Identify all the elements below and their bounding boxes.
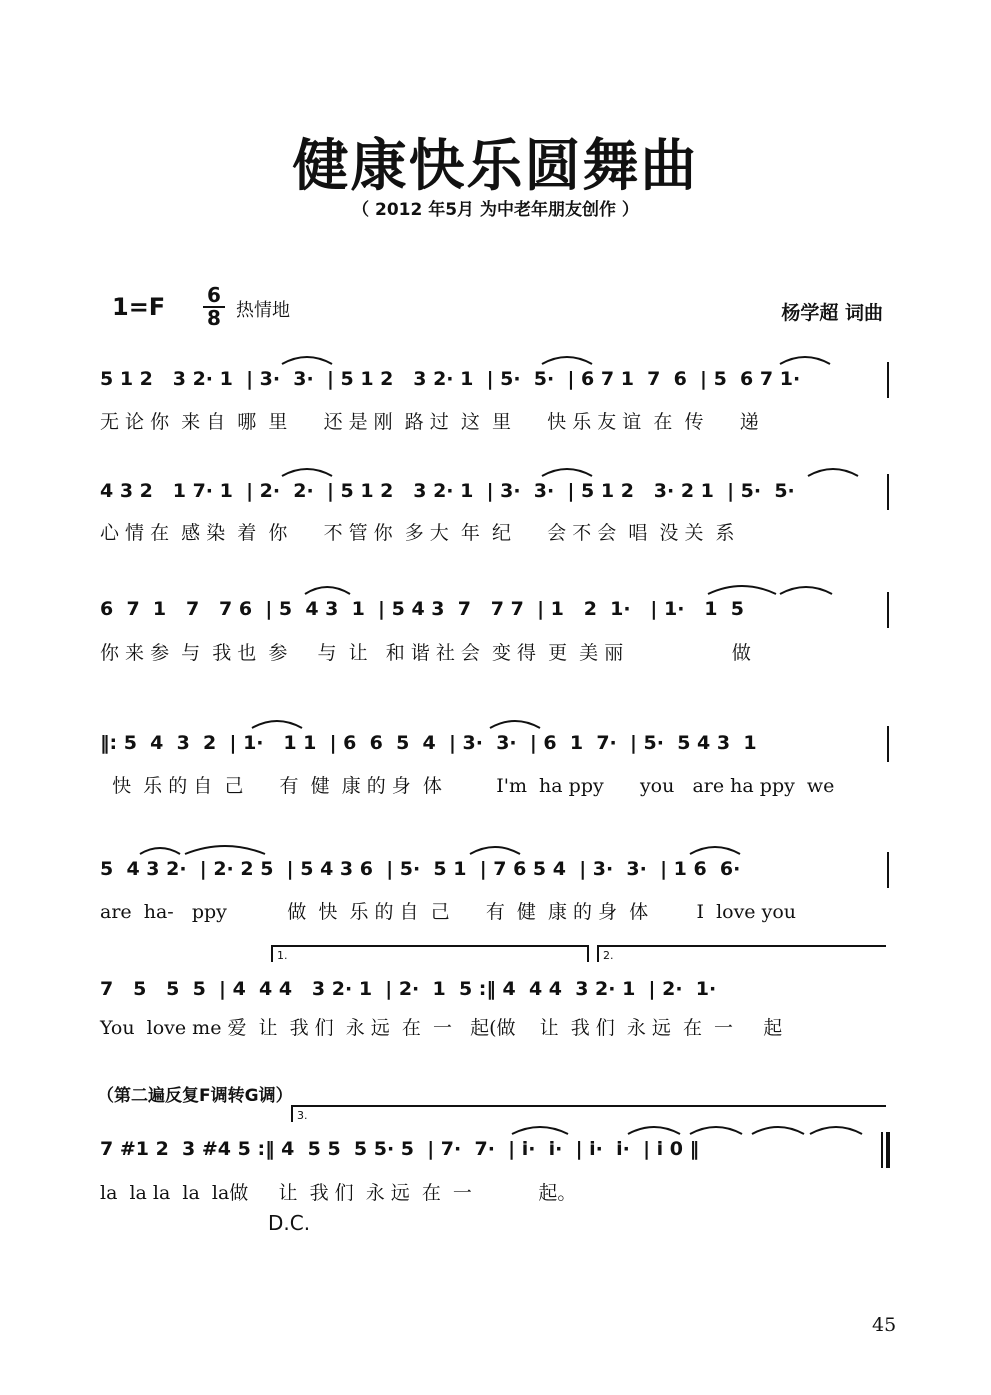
system-3-notes: 6 7 1 7 7 6 | 5 4 3 1 | 5 4 3 7 7 7 | 1 2 1· | 1· 1 5: [100, 598, 744, 620]
system-7-notes: 7 #1 2 3 #4 5 :‖ 4 5 5 5 5· 5 | 7· 7· | i· i· | i· i· | i 0 ‖: [100, 1138, 700, 1160]
system-6-notes: 7 5 5 5 | 4 4 4 3 2· 1 | 2· 1 5 :‖ 4 4 4 3 2· 1 | 2· 1·: [100, 978, 717, 1000]
key-signature: 1=F: [112, 293, 166, 321]
song-subtitle: （ 2012 年5月 为中老年朋友创作 ）: [352, 200, 639, 220]
system-4-lyrics: 快 乐 的 自 己 有 健 康 的 身 体 I'm ha ppy you are ha ppy we: [100, 775, 835, 797]
slur: [808, 469, 858, 476]
volta-bracket-1: [272, 946, 588, 962]
time-signature-bottom: 8: [207, 306, 221, 330]
system-1-notes: 5 1 2 3 2· 1 | 3· 3· | 5 1 2 3 2· 1 | 5· 5· | 6 7 1 7 6 | 5 6 7 1·: [100, 368, 801, 390]
system-1-lyrics: 无 论 你 来 自 哪 里 还 是 刚 路 过 这 里 快 乐 友 谊 在 传 递: [100, 411, 759, 433]
volta-label-3: 3.: [297, 1109, 308, 1122]
slur: [305, 587, 350, 594]
slur: [810, 1127, 862, 1134]
slur: [542, 469, 592, 476]
repeat-key-change-note: （第二遍反复F调转G调）: [97, 1086, 293, 1106]
time-signature-top: 6: [207, 283, 221, 307]
tempo-marking: 热情地: [236, 300, 290, 321]
volta-label-1: 1.: [277, 949, 288, 962]
slur: [752, 1127, 804, 1134]
page-number: 45: [872, 1314, 897, 1336]
slur: [512, 1127, 568, 1134]
volta-bracket-2: [598, 946, 886, 962]
slur: [252, 721, 302, 728]
slur: [282, 469, 332, 476]
system-2-lyrics: 心 情 在 感 染 着 你 不 管 你 多 大 年 纪 会 不 会 唱 没 关 系: [100, 522, 735, 544]
slur: [690, 1127, 742, 1134]
slur: [470, 847, 520, 854]
slur: [542, 357, 592, 364]
system-5-notes: 5 4 3 2· | 2· 2 5 | 5 4 3 6 | 5· 5 1 | 7 6 5 4 | 3· 3· | 1 6 6·: [100, 858, 741, 880]
system-4-notes: ‖: 5 4 3 2 | 1· 1 1 | 6 6 5 4 | 3· 3· | 6 1 7· | 5· 5 4 3 1: [100, 732, 757, 754]
da-capo-marking: D.C.: [268, 1211, 311, 1235]
system-3-lyrics: 你 来 参 与 我 也 参 与 让 和 谐 社 会 变 得 更 美 丽 做: [100, 642, 751, 664]
slur: [708, 586, 776, 594]
slur: [490, 721, 540, 728]
slur: [780, 587, 832, 594]
volta-label-2: 2.: [603, 949, 614, 962]
system-7-lyrics: la la la la la做 让 我 们 永 远 在 一 起。: [100, 1182, 577, 1204]
system-6-lyrics: You love me 爱 让 我 们 永 远 在 一 起(做 让 我 们 永 远 在 一 起: [100, 1017, 783, 1039]
slur: [282, 357, 332, 364]
slur: [690, 847, 740, 854]
composer-credit: 杨学超 词曲: [781, 302, 883, 324]
system-2-notes: 4 3 2 1 7· 1 | 2· 2· | 5 1 2 3 2· 1 | 3· 3· | 5 1 2 3· 2 1 | 5· 5·: [100, 480, 795, 502]
slur: [780, 357, 830, 364]
song-title: 健康快乐圆舞曲: [292, 134, 699, 199]
slur: [185, 846, 265, 854]
slur: [140, 848, 180, 854]
slur: [628, 1127, 680, 1134]
volta-bracket-3: [292, 1106, 886, 1122]
system-5-lyrics: are ha- ppy 做 快 乐 的 自 己 有 健 康 的 身 体 I love you: [100, 901, 797, 923]
